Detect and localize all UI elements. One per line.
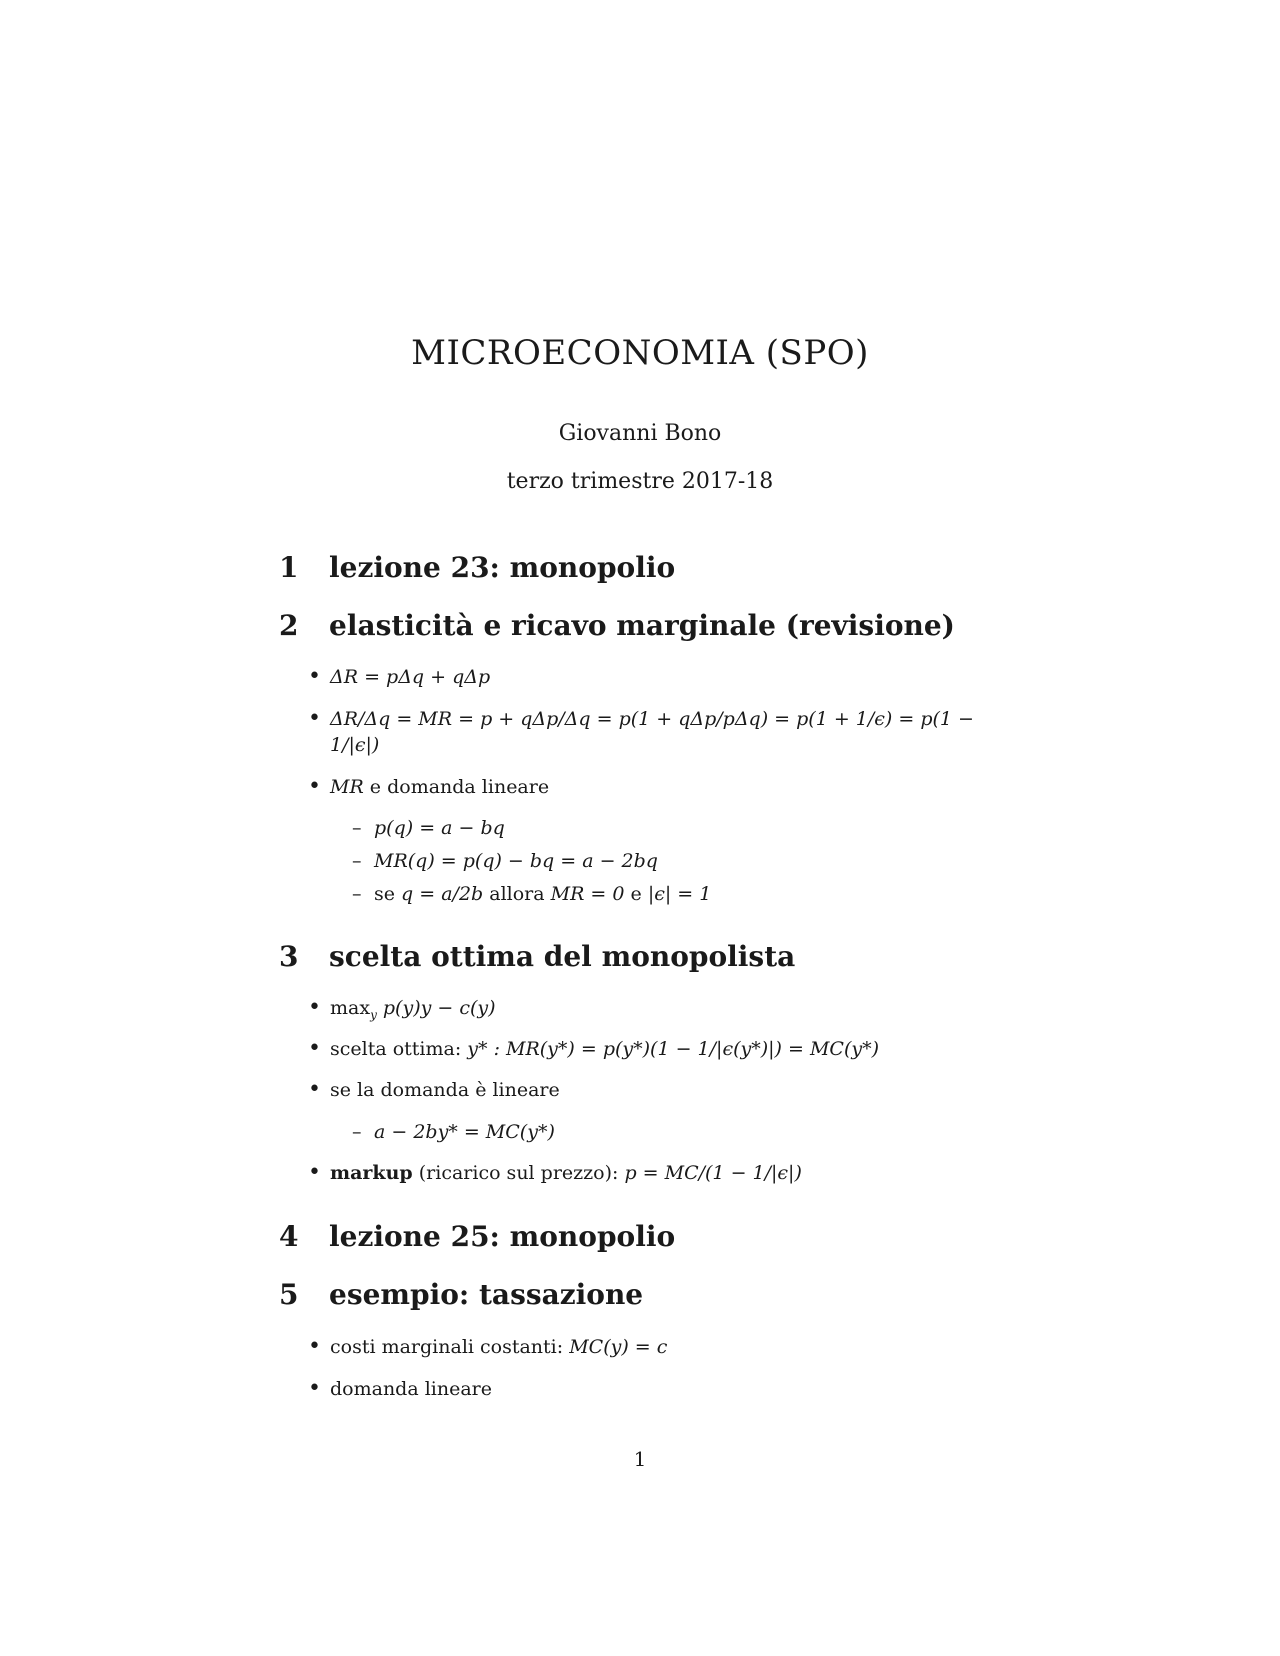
max-operator: max	[330, 997, 371, 1019]
section-2-heading	[279, 609, 955, 642]
section-5-heading	[279, 1278, 643, 1311]
text: e	[624, 883, 648, 905]
bullet-icon: •	[308, 1334, 321, 1359]
list-item	[308, 1376, 1008, 1402]
list-item-text	[330, 1160, 1000, 1186]
section-number: 1	[279, 551, 299, 584]
sub-list-item	[352, 848, 1002, 874]
dash-icon: –	[352, 817, 362, 839]
dash-icon: –	[352, 850, 362, 872]
formula: MC(y) = c	[569, 1336, 668, 1358]
section-3-heading	[279, 940, 795, 973]
sub-list-item	[352, 815, 1002, 841]
bullet-icon: •	[308, 1077, 321, 1102]
list-item-text	[330, 1334, 1000, 1360]
section-number: 2	[279, 609, 299, 642]
formula: q = a/2b	[401, 883, 484, 905]
formula: MR	[330, 776, 364, 798]
text: costi marginali costanti:	[330, 1336, 570, 1358]
section-1-heading	[279, 551, 675, 584]
list-item	[308, 995, 1008, 1028]
formula: MR = 0	[550, 883, 625, 905]
bullet-icon: •	[308, 1376, 321, 1401]
section-title: esempio: tassazione	[329, 1278, 644, 1311]
list-item	[308, 1334, 1008, 1360]
list-item	[308, 664, 1008, 690]
document-title: MICROECONOMIA (SPO)	[411, 333, 869, 373]
formula	[330, 706, 1000, 758]
bullet-icon: •	[308, 995, 321, 1020]
formula: |ϵ| = 1	[647, 883, 712, 905]
formula: p = MC/(1 − 1/|ϵ|)	[624, 1162, 802, 1184]
list-item	[308, 1160, 1008, 1186]
formula: ΔR = pΔq + qΔp	[330, 666, 491, 688]
section-title: elasticità e ricavo marginale (revisione)	[329, 609, 955, 642]
sub-list-item	[352, 881, 1002, 907]
max-subscript: y	[370, 1007, 377, 1022]
text: e domanda lineare	[363, 776, 550, 798]
section-title: lezione 23: monopolio	[329, 551, 676, 584]
text: scelta ottima:	[330, 1038, 468, 1060]
bullet-icon: •	[308, 774, 321, 799]
section-number: 5	[279, 1278, 299, 1311]
text: allora	[483, 883, 551, 905]
section-title: scelta ottima del monopolista	[329, 940, 796, 973]
bold-term: markup	[330, 1162, 413, 1184]
section-number: 4	[279, 1220, 299, 1253]
formula: p(q) = a − bq	[374, 817, 505, 839]
formula: a − 2by* = MC(y*)	[374, 1121, 555, 1143]
sub-list-item	[352, 1119, 1002, 1145]
list-item	[308, 1036, 1008, 1062]
section-title: lezione 25: monopolio	[329, 1220, 676, 1253]
formula-line-2: 1/|ϵ|)	[330, 734, 380, 756]
document-date: terzo trimestre 2017-18	[506, 469, 774, 494]
section-number: 3	[279, 940, 299, 973]
list-item-text	[330, 774, 1000, 800]
list-item	[308, 706, 1008, 758]
list-item-text	[330, 1036, 1000, 1062]
text: se	[374, 883, 402, 905]
formula-rest: p(y)y − c(y)	[376, 997, 496, 1019]
list-item	[308, 774, 1008, 800]
page-number: 1	[633, 1447, 647, 1471]
bullet-icon: •	[308, 706, 321, 731]
formula-line-1: ΔR/Δq = MR = p + qΔp/Δq = p(1 + qΔp/pΔq) = p(1 + 1/ϵ) = p(1 −	[330, 708, 974, 730]
formula	[330, 995, 1000, 1028]
document-author: Giovanni Bono	[558, 421, 722, 446]
text: (ricarico sul prezzo):	[412, 1162, 625, 1184]
list-item-text: se la domanda è lineare	[330, 1079, 560, 1101]
bullet-icon: •	[308, 1160, 321, 1185]
dash-icon: –	[352, 883, 362, 905]
list-item	[308, 1077, 1008, 1103]
formula: MR(q) = p(q) − bq = a − 2bq	[374, 850, 658, 872]
bullet-icon: •	[308, 664, 321, 689]
dash-icon: –	[352, 1121, 362, 1143]
formula: y* : MR(y*) = p(y*)(1 − 1/|ϵ(y*)|) = MC(y*)	[467, 1038, 880, 1060]
section-4-heading	[279, 1220, 675, 1253]
list-item-text: domanda lineare	[330, 1378, 493, 1400]
bullet-icon: •	[308, 1036, 321, 1061]
